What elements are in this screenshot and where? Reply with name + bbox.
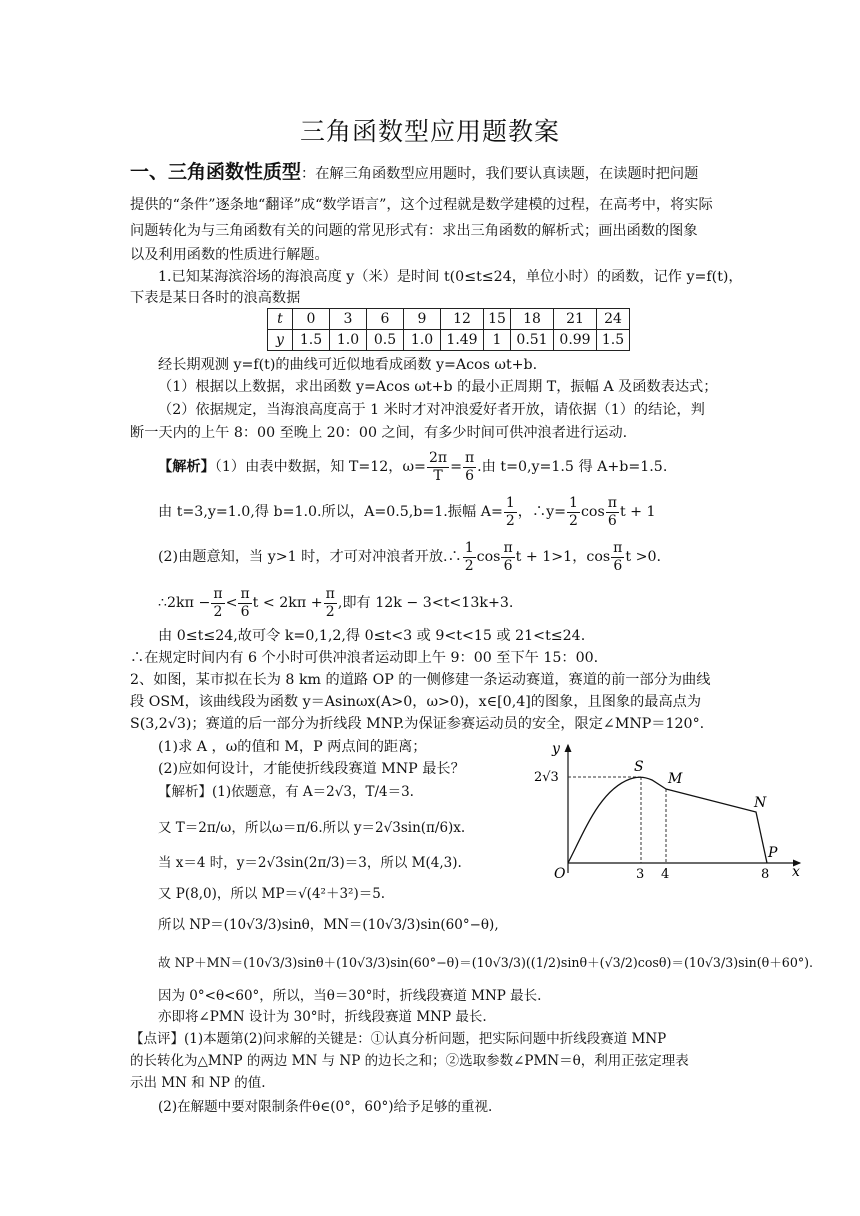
sol6: ∴在规定时间内有 6 个小时可供冲浪者运动即上午 9：00 至下午 15：00. [130, 650, 599, 666]
problem1-line1: 1.已知某海滨浴场的海浪高度 y（米）是时间 t(0≤t≤24，单位小时）的函数，记作 y=f(t)， [158, 269, 743, 285]
table-cell: 0.51 [511, 330, 554, 351]
table-cell: 1.49 [441, 330, 484, 351]
problem2-s7: 因为 0°<θ<60°，所以，当θ＝30°时，折线段赛道 MNP 最长. [158, 988, 542, 1004]
section1-line1 [130, 162, 698, 184]
frac-num: 1 [505, 494, 515, 511]
frac-pi-2 [211, 586, 224, 621]
table-cell: 3 [330, 309, 367, 330]
frac-den: 6 [503, 557, 513, 574]
point-s-label: S [634, 759, 644, 775]
sol2-b: ，∴y= [517, 504, 567, 520]
frac-num: π [464, 449, 475, 466]
sol5: 由 0≤t≤24,故可令 k=0,1,2,得 0≤t<3 或 9<t<15 或 21<t≤24. [158, 628, 586, 644]
sol1-b: .由 t=0,y=1.5 得 A+b=1.5. [477, 459, 668, 475]
table-header-y [268, 330, 293, 351]
sol4-line [158, 584, 513, 622]
problem2-s3: 当 x＝4 时，y＝2√3sin(2π/3)＝3，所以 M(4,3). [158, 855, 462, 871]
frac-num: π [613, 539, 623, 556]
problem2-line3: S(3,2√3)；赛道的后一部分为折线段 MNP.为保证参赛运动员的安全，限定∠MNP＝120°. [130, 716, 705, 732]
table-row [268, 330, 630, 351]
frac-pi-6-c [501, 540, 514, 575]
y-axis-label: y [552, 741, 560, 757]
table-cell: 0.99 [554, 330, 597, 351]
problem1-q1: （1）根据以上数据，求出函数 y=Acos ωt+b 的最小正周期 T，振幅 A 及函数表达式； [158, 379, 718, 395]
sol4-a: ∴2kπ − [158, 595, 211, 611]
y-label: y [276, 332, 284, 348]
x-axis-label: x [792, 864, 800, 880]
table-cell: 24 [597, 309, 630, 330]
problem2-s5: 所以 NP＝(10√3/3)sinθ，MN＝(10√3/3)sin(60°−θ), [158, 917, 499, 933]
problem2-c3: 示出 MN 和 NP 的值. [130, 1075, 266, 1091]
sol3-line [158, 538, 661, 576]
section1-heading: 一、三角函数性质型 [130, 161, 302, 183]
sol3-c: t >0. [625, 549, 662, 565]
frac-pi-6-e [238, 586, 251, 621]
frac-den: 2 [569, 512, 578, 529]
problem1-q2b: 断一天内的上午 8：00 至晚上 20：00 之间，有多少时间可供冲浪者进行运动. [130, 425, 628, 441]
frac-half-2 [567, 495, 580, 530]
table-cell: 1.5 [293, 330, 330, 351]
section1-intro4: 以及利用函数的性质进行解题。 [130, 247, 329, 263]
sol3-cos: cos [476, 549, 501, 565]
frac-pi-6-d [611, 540, 624, 575]
frac-num: π [213, 585, 223, 602]
problem1-model: 经长期观测 y=f(t)的曲线可近似地看成函数 y=Acos ωt+b. [158, 357, 538, 373]
table-cell: 9 [404, 309, 441, 330]
sol1-line [158, 448, 667, 486]
sol2-a: 由 t=3,y=1.0,得 b=1.0.所以，A=0.5,b=1.振幅 A= [158, 504, 503, 520]
frac-den: 2 [213, 603, 223, 620]
sol2-d: t + 1 [619, 504, 656, 520]
table-cell: 1.0 [330, 330, 367, 351]
frac-2pi-T [427, 450, 449, 485]
table-cell: 15 [484, 309, 511, 330]
frac-num: π [503, 539, 513, 556]
frac-den: T [433, 467, 443, 484]
sol2-cos: cos [580, 504, 605, 520]
table-cell: 12 [441, 309, 484, 330]
table-row [268, 309, 630, 330]
track-figure [530, 735, 815, 885]
t-label: t [277, 311, 283, 327]
problem2-s2: 又 T＝2π/ω，所以ω＝π/6.所以 y＝2√3sin(π/6)x. [158, 820, 466, 836]
frac-num: π [325, 585, 335, 602]
frac-num: 2π [428, 449, 448, 466]
x-tick-3: 3 [636, 867, 645, 882]
problem1-q2a: （2）依据规定，当海浪高度高于 1 米时才对冲浪爱好者开放，请依据（1）的结论，判 [158, 402, 705, 418]
problem2-line1: 2、如图，某市拟在长为 8 km 的道路 OP 的一侧修建一条运动赛道，赛道的前一部分为曲线 [130, 672, 711, 688]
y-tick-label: 2√3 [534, 770, 559, 785]
problem2-c1: 【点评】(1)本题第(2)问求解的关键是：①认真分析问题，把实际问题中折线段赛道 MNP [130, 1031, 667, 1047]
problem1-line2: 下表是某日各时的浪高数据 [130, 290, 301, 306]
x-tick-4: 4 [661, 867, 670, 882]
problem2-q2: (2)应如何设计，才能使折线段赛道 MNP 最长？ [158, 761, 465, 777]
sol3-b: t + 1>1，cos [515, 549, 611, 565]
table-cell: 1 [484, 330, 511, 351]
table-cell: 0 [293, 309, 330, 330]
frac-den: 6 [607, 512, 617, 529]
problem2-c4: (2)在解题中要对限制条件θ∈(0°，60°)给予足够的重视. [158, 1099, 493, 1115]
frac-num: 1 [569, 494, 578, 511]
section1-intro1: ：在解三角函数型应用题时，我们要认真读题，在读题时把问题 [301, 166, 699, 182]
sol-label: 【解析】 [158, 459, 215, 475]
table-header-t [268, 309, 293, 330]
frac-num: π [240, 585, 250, 602]
sol2-line [158, 493, 656, 531]
point-m-label: M [668, 771, 683, 787]
section1-intro2: 提供的“条件”逐条地“翻译”成“数学语言”，这个过程就是数学建模的过程，在高考中，将实际 [130, 197, 713, 213]
point-p-label: P [768, 845, 778, 861]
frac-den: 6 [240, 603, 250, 620]
sol4-c: t < 2kπ + [252, 595, 323, 611]
problem2-c2: 的长转化为△MNP 的两边 MN 与 NP 的边长之和；②选取参数∠PMN＝θ，利用正弦定理表 [130, 1053, 689, 1069]
problem2-s8: 亦即将∠PMN 设计为 30°时，折线段赛道 MNP 最长. [158, 1009, 487, 1025]
problem2-s1: 【解析】(1)依题意，有 A＝2√3，T/4＝3. [158, 784, 414, 800]
sol3-a: (2)由题意知，当 y>1 时，才可对冲浪者开放.∴ [158, 549, 462, 565]
sol1-a: （1）由表中数据，知 T=12，ω= [214, 459, 426, 475]
sol4-b: < [225, 595, 238, 611]
table-cell: 18 [511, 309, 554, 330]
frac-num: π [607, 494, 617, 511]
frac-den: 6 [613, 557, 623, 574]
frac-den: 2 [464, 557, 474, 574]
table-cell: 0.5 [367, 330, 404, 351]
curve-osm [568, 777, 666, 863]
table-cell: 1.5 [597, 330, 630, 351]
x-tick-8: 8 [761, 867, 770, 882]
frac-num: 1 [464, 539, 474, 556]
problem2-line2: 段 OSM，该曲线段为函数 y＝Asinωx(A>0，ω>0)，x∈[0,4]的图象，且图象的最高点为 [130, 694, 702, 710]
frac-pi-6-b [606, 495, 619, 530]
eq-sign: = [450, 459, 462, 475]
problem2-q1: (1)求 A ，ω的值和 M，P 两点间的距离； [158, 739, 427, 755]
page-title: 三角函数型应用题教案 [299, 117, 560, 146]
frac-pi-6 [463, 450, 476, 485]
section1-intro3: 问题转化为与三角函数有关的问题的常见形式有：求出三角函数的解析式；画出函数的图象 [130, 223, 698, 239]
table-cell: 21 [554, 309, 597, 330]
origin-label: O [554, 866, 566, 882]
table-cell: 6 [367, 309, 404, 330]
frac-half [504, 495, 517, 530]
polyline-mnp [666, 789, 767, 863]
wave-table [267, 308, 630, 351]
frac-den: 2 [325, 603, 335, 620]
frac-den: 6 [465, 467, 475, 484]
frac-pi-2-b [324, 586, 337, 621]
frac-den: 2 [505, 512, 515, 529]
frac-half-3 [463, 540, 476, 575]
table-cell: 1.0 [404, 330, 441, 351]
point-n-label: N [754, 795, 767, 811]
problem2-s6: 故 NP＋MN＝(10√3/3)sinθ＋(10√3/3)sin(60°−θ)＝(10√3/3)((1/2)sinθ＋(√3/2)cosθ)＝(10√3/3)sin(θ＋60°). [158, 955, 814, 970]
sol4-d: ,即有 12k − 3<t<13k+3. [337, 595, 514, 611]
problem2-s4: 又 P(8,0)，所以 MP＝√(4²＋3²)＝5. [158, 886, 386, 902]
